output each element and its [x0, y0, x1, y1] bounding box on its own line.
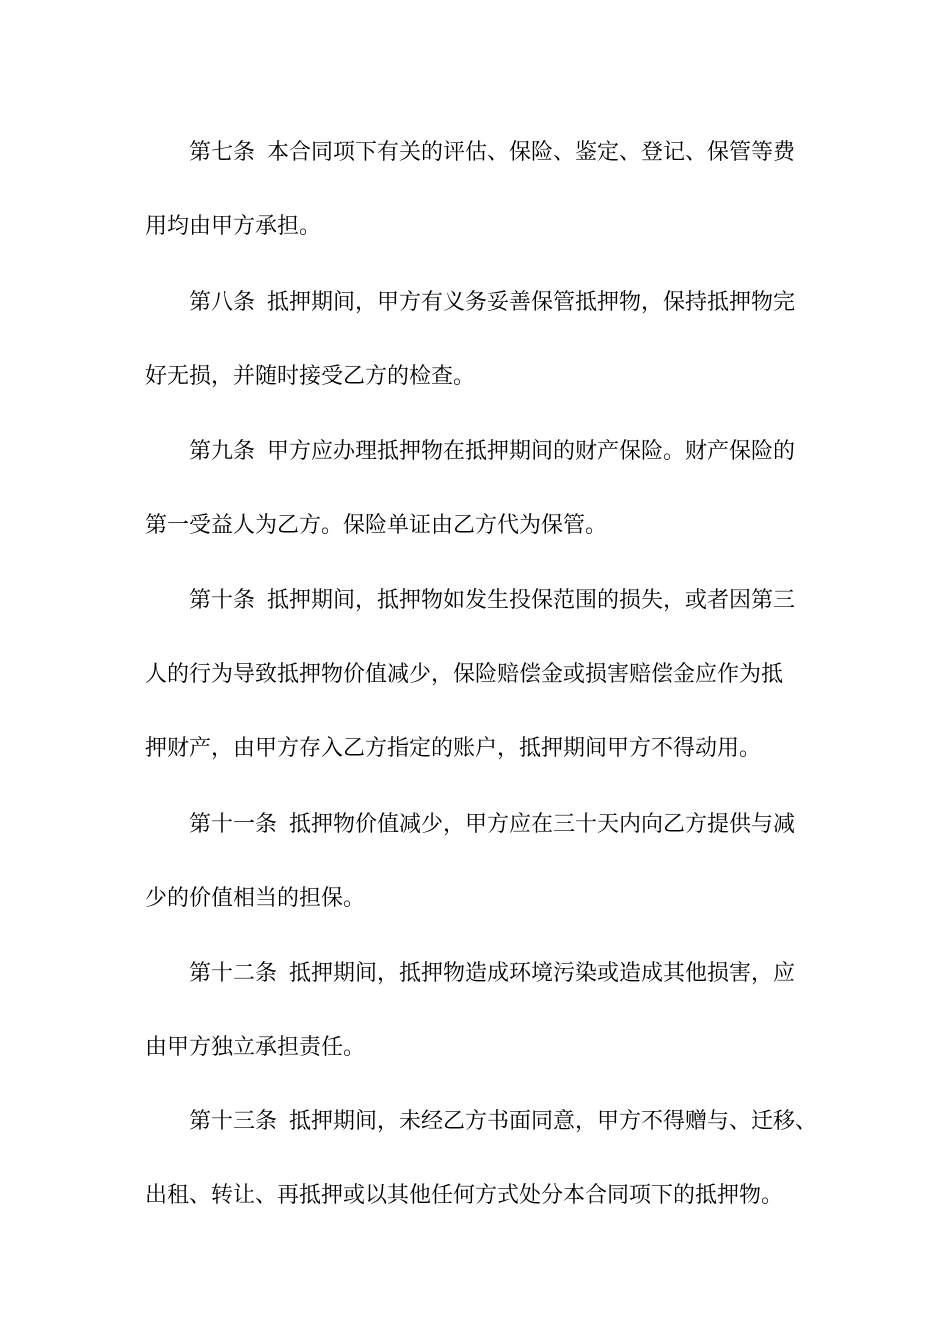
- article-13-text: 抵押期间，未经乙方书面同意，甲方不得赠与、迁移、: [289, 1109, 818, 1134]
- article-11-first-line: [189, 810, 795, 840]
- article-12-title: 第十二条: [189, 961, 278, 986]
- article-7-title: 第七条: [189, 140, 256, 165]
- article-11-title: 第十一条: [189, 812, 278, 837]
- article-12-continuation: 由甲方独立承担责任。: [145, 1035, 366, 1060]
- article-11-text: 抵押物价值减少，甲方应在三十天内向乙方提供与减: [289, 812, 796, 837]
- article-11-continuation: 少的价值相当的担保。: [145, 886, 366, 911]
- article-9-text: 甲方应办理抵押物在抵押期间的财产保险。财产保险的: [267, 439, 796, 464]
- article-9-title: 第九条: [189, 439, 256, 464]
- article-8-first-line: [189, 288, 795, 318]
- article-13-title: 第十三条: [189, 1109, 278, 1134]
- article-10-continuation-2: 押财产，由甲方存入乙方指定的账户，抵押期间甲方不得动用。: [145, 736, 762, 761]
- article-10-first-line: [189, 586, 795, 616]
- article-13-first-line: [189, 1107, 817, 1137]
- article-12-first-line: [189, 959, 795, 989]
- article-13-continuation: 出租、转让、再抵押或以其他任何方式处分本合同项下的抵押物。: [145, 1183, 784, 1208]
- article-12-text: 抵押期间，抵押物造成环境污染或造成其他损害，应: [289, 961, 796, 986]
- article-10-text: 抵押期间，抵押物如发生投保范围的损失，或者因第三: [267, 588, 796, 613]
- article-7-first-line: [189, 138, 795, 168]
- article-9-continuation: 第一受益人为乙方。保险单证由乙方代为保管。: [145, 513, 608, 538]
- article-10-continuation-1: 人的行为导致抵押物价值减少，保险赔偿金或损害赔偿金应作为抵: [145, 662, 784, 687]
- article-8-title: 第八条: [189, 290, 256, 315]
- article-8-text: 抵押期间，甲方有义务妥善保管抵押物，保持抵押物完: [267, 290, 796, 315]
- article-10-title: 第十条: [189, 588, 256, 613]
- article-7-continuation: 用均由甲方承担。: [145, 214, 322, 239]
- article-8-continuation: 好无损，并随时接受乙方的检查。: [145, 364, 476, 389]
- article-7-text: 本合同项下有关的评估、保险、鉴定、登记、保管等费: [267, 140, 796, 165]
- article-9-first-line: [189, 437, 795, 467]
